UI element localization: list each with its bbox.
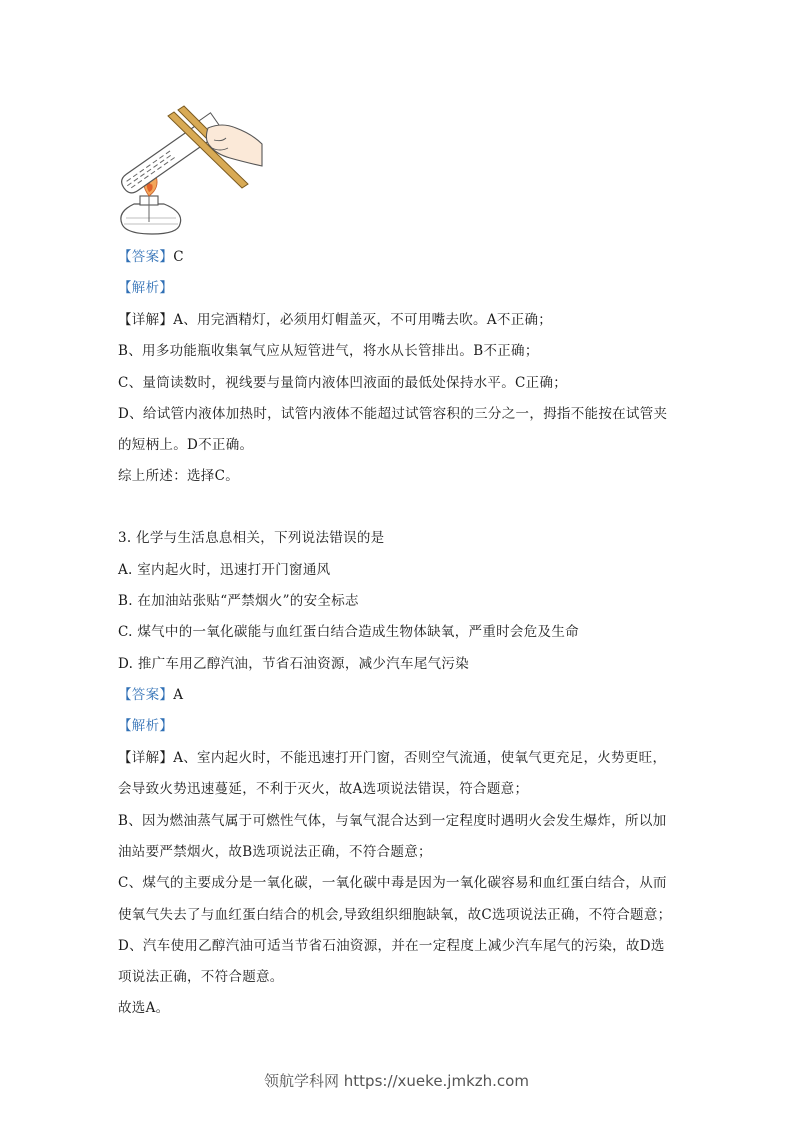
q2-detail-line-5: 的短柄上。D不正确。 <box>118 437 254 453</box>
q3-detail-line-7: D、汽车使用乙醇汽油可适当节省石油资源，并在一定程度上减少汽车尾气的污染，故D选 <box>118 938 665 954</box>
q3-option-d: D. 推广车用乙醇汽油，节省石油资源，减少汽车尾气污染 <box>118 656 470 672</box>
q2-analysis-label <box>118 279 173 297</box>
q3-detail-line-3: B、因为燃油蒸气属于可燃性气体，与氧气混合达到一定程度时遇明火会发生爆炸，所以加 <box>118 813 667 829</box>
q2-detail-line-1 <box>118 311 552 329</box>
q3-conclusion: 故选A。 <box>118 1000 170 1016</box>
q3-option-c: C. 煤气中的一氧化碳能与血红蛋白结合造成生物体缺氧，严重时会危及生命 <box>118 624 579 640</box>
q2-detail-line-4: D、给试管内液体加热时，试管内液体不能超过试管容积的三分之一，拇指不能按在试管夹 <box>118 406 668 422</box>
q2-detail-line-3: C、量筒读数时，视线要与量筒内液体凹液面的最低处保持水平。C正确； <box>118 375 568 391</box>
answer-label: 【答案】 <box>118 249 174 265</box>
detail-label: 【详解】 <box>118 312 174 328</box>
q3-detail-line-8: 项说法正确，不符合题意。 <box>118 969 284 985</box>
detail-text: A、室内起火时，不能迅速打开门窗，否则空气流通，使氧气更充足，火势更旺， <box>173 750 667 766</box>
q3-answer <box>118 686 183 704</box>
footer-watermark: 领航学科网 https://xueke.jmkzh.com <box>264 1072 529 1090</box>
q3-detail-line-1 <box>118 749 666 767</box>
q3-detail-line-6: 使氧气失去了与血红蛋白结合的机会,导致组织细胞缺氧，故C选项说法正确，不符合题意； <box>118 907 672 923</box>
q3-stem: 3. 化学与生活息息相关，下列说法错误的是 <box>118 530 385 546</box>
analysis-label: 【解析】 <box>118 718 174 734</box>
q3-detail-line-5: C、煤气的主要成分是一氧化碳，一氧化碳中毒是因为一氧化碳容易和血红蛋白结合，从而 <box>118 875 667 891</box>
detail-text: A、用完酒精灯，必须用灯帽盖灭，不可用嘴去吹。A不正确； <box>173 312 553 328</box>
answer-value: C <box>173 249 184 265</box>
detail-label: 【详解】 <box>118 750 174 766</box>
q2-detail-line-2: B、用多功能瓶收集氧气应从短管进气，将水从长管排出。B不正确； <box>118 343 539 359</box>
q2-conclusion: 综上所述：选择C。 <box>118 468 240 484</box>
q3-analysis-label <box>118 717 173 735</box>
q3-option-a: A. 室内起火时，迅速打开门窗通风 <box>118 562 331 578</box>
q3-detail-line-2: 会导致火势迅速蔓延，不利于灭火，故A选项说法错误，符合题意； <box>118 781 529 797</box>
q3-detail-line-4: 油站要严禁烟火，故B选项说法正确，不符合题意； <box>118 844 432 860</box>
answer-value: A <box>173 687 184 703</box>
q2-answer <box>118 248 184 266</box>
analysis-label: 【解析】 <box>118 280 174 296</box>
q3-option-b: B. 在加油站张贴“严禁烟火”的安全标志 <box>118 593 359 609</box>
test-tube-heating-illustration-icon <box>112 92 280 238</box>
answer-label: 【答案】 <box>118 687 174 703</box>
